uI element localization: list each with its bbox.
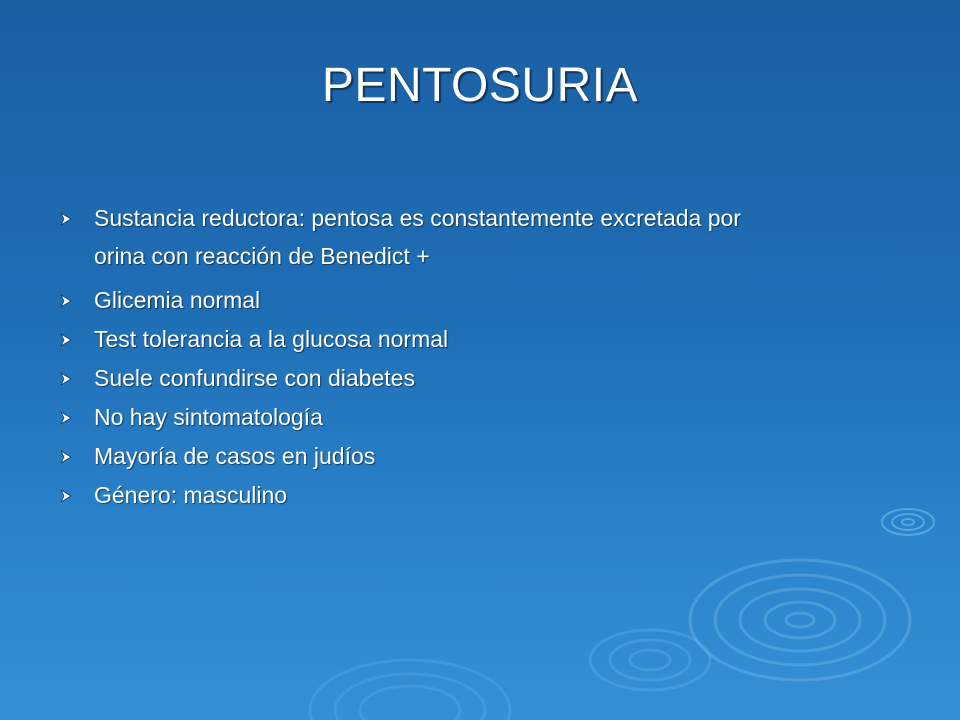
bullet-text: Suele confundirse con diabetes [94, 365, 415, 391]
bullet-item [58, 364, 918, 392]
bullet-item [58, 403, 918, 431]
bullet-text: Género: masculino [94, 482, 288, 508]
arrowhead-bullet-icon [58, 204, 94, 232]
arrowhead-bullet-icon [58, 442, 94, 470]
arrowhead-bullet-icon [58, 403, 94, 431]
bullet-text: Glicemia normal [94, 287, 261, 313]
arrowhead-bullet-icon [58, 286, 94, 314]
bullet-item [58, 325, 918, 353]
arrowhead-bullet-icon [58, 364, 94, 392]
bullet-text: Mayoría de casos en judíos [94, 443, 376, 469]
bullet-text: Test tolerancia a la glucosa normal [94, 326, 449, 352]
arrowhead-bullet-icon [58, 325, 94, 353]
bullet-item [58, 204, 918, 275]
bullet-list [58, 204, 918, 520]
bullet-item [58, 481, 918, 509]
bullet-text: Sustancia reductora: pentosa es constantemente excretada por orina con reacción de Benedict + [94, 205, 741, 269]
bullet-item [58, 442, 918, 470]
slide-title: PENTOSURIA [321, 59, 639, 112]
bullet-item [58, 286, 918, 314]
bullet-text: No hay sintomatología [94, 404, 323, 430]
arrowhead-bullet-icon [58, 481, 94, 509]
